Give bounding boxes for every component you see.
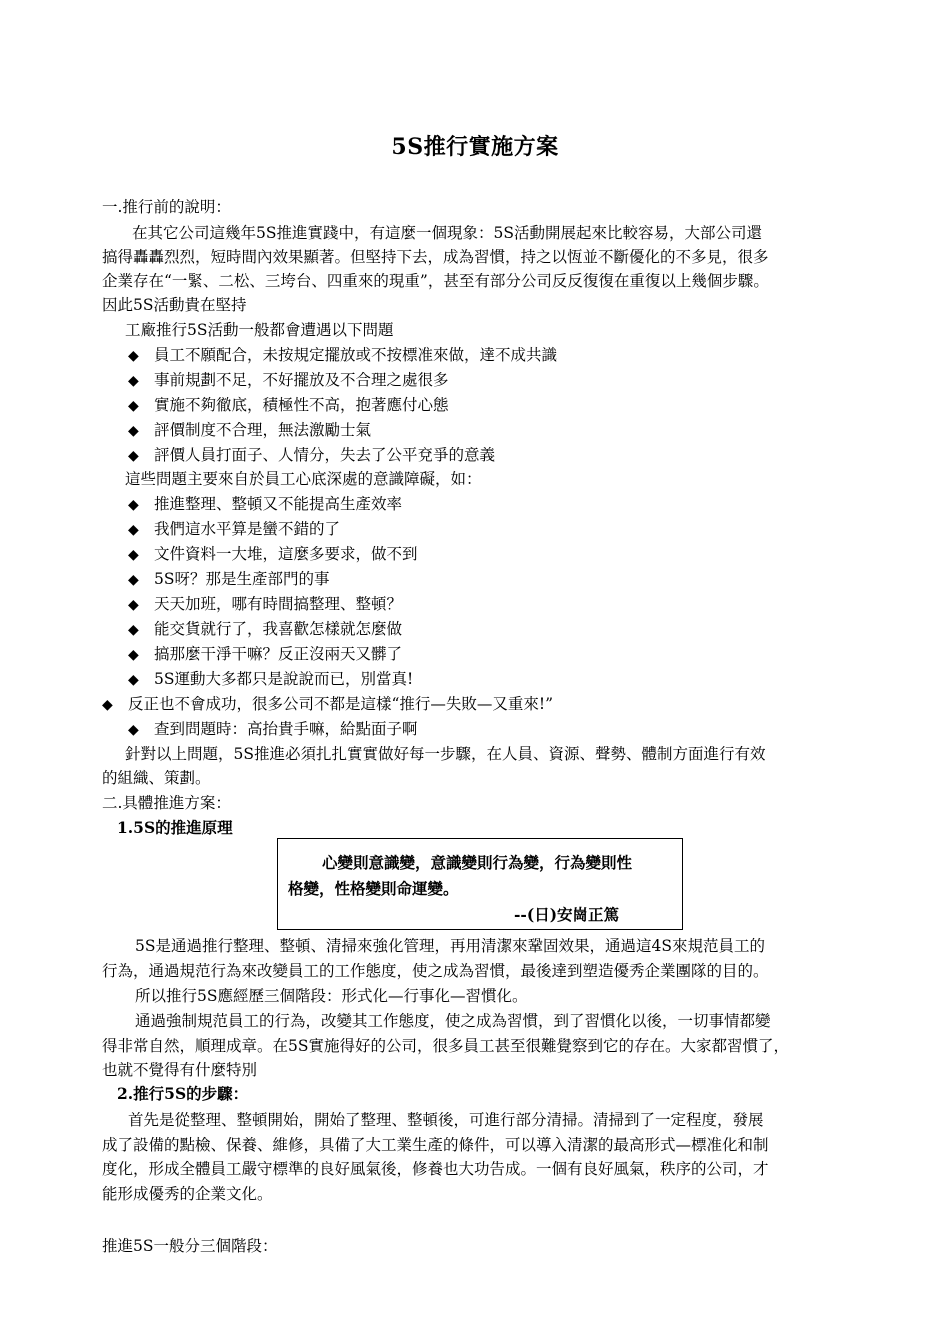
paragraph-line: 能形成優秀的企業文化。 — [102, 1185, 273, 1203]
diamond-bullet-icon: ◆ — [128, 622, 139, 638]
diamond-bullet-icon: ◆ — [102, 697, 113, 713]
paragraph-line: 首先是從整理、整頓開始，開始了整理、整頓後，可進行部分清掃。清掃到了一定程度，發展 — [128, 1111, 764, 1129]
paragraph-line: 的組織、策劃。 — [102, 769, 211, 787]
paragraph-line: 企業存在“一緊、二松、三垮台、四重來的現重”，甚至有部分公司反反復復在重復以上幾個步驟。 — [102, 272, 769, 290]
diamond-bullet-icon: ◆ — [128, 647, 139, 663]
list-item: ◆ 5S運動大多都只是說說而已，別當真! — [128, 670, 414, 688]
list-item: ◆ 推進整理、整頓又不能提高生產效率 — [128, 495, 403, 513]
paragraph-line: 行為，通過規范行為來改變員工的工作態度，使之成為習慣，最後達到塑造優秀企業團隊的目的。 — [102, 962, 769, 980]
diamond-bullet-icon: ◆ — [128, 547, 139, 563]
diamond-bullet-icon: ◆ — [128, 423, 139, 439]
list-item: ◆ 能交貨就行了，我喜歡怎樣就怎麼做 — [128, 620, 403, 638]
quote-line: 心變則意識變，意識變則行為變，行為變則性 — [322, 853, 633, 872]
quote-attribution: --(日)安崗正篤 — [514, 905, 620, 924]
paragraph-line: 也就不覺得有什麼特別 — [102, 1061, 258, 1079]
subheading-principle: 1.5S的推進原理 — [117, 818, 233, 837]
paragraph-line: 得非常自然，順理成章。在5S實施得好的公司，很多員工甚至很難覺察到它的存在。大家都習慣了， — [102, 1037, 789, 1055]
list-item: ◆ 查到問題時：高抬貴手嘛，給點面子啊 — [128, 720, 418, 738]
paragraph-line: 推進5S一般分三個階段： — [102, 1237, 278, 1255]
list-item: ◆ 搞那麼干淨干嘛？反正沒兩天又髒了 — [128, 645, 403, 663]
list-item: ◆ 事前規劃不足，不好擺放及不合理之處很多 — [128, 371, 449, 389]
diamond-bullet-icon: ◆ — [128, 348, 139, 364]
diamond-bullet-icon: ◆ — [128, 572, 139, 588]
paragraph-line: 通過強制規范員工的行為，改變其工作態度，使之成為習慣，到了習慣化以後，一切事情都變 — [135, 1012, 771, 1030]
diamond-bullet-icon: ◆ — [128, 722, 139, 738]
subheading-steps: 2.推行5S的步驟： — [117, 1084, 249, 1103]
problems-intro: 工廠推行5S活動一般都會遭遇以下問題 — [125, 321, 394, 339]
section1-heading: 一.推行前的說明： — [102, 198, 231, 216]
list-item: ◆ 我們這水平算是蠻不錯的了 — [128, 520, 341, 538]
list-item: ◆ 實施不夠徹底，積極性不高，抱著應付心態 — [128, 396, 449, 414]
diamond-bullet-icon: ◆ — [128, 597, 139, 613]
section2-heading: 二.具體推進方案： — [102, 794, 231, 812]
paragraph-line: 成了設備的點檢、保養、維修，具備了大工業生產的條件，可以導入清潔的最高形式—標准化和制 — [102, 1136, 769, 1154]
paragraph-line: 因此5S活動貴在堅持 — [102, 296, 247, 314]
list-item: ◆ 5S呀？那是生產部門的事 — [128, 570, 330, 588]
obstacles-intro: 這些問題主要來自於員工心底深處的意識障礙，如： — [125, 470, 482, 488]
paragraph-line: 度化，形成全體員工嚴守標準的良好風氣後，修養也大功告成。一個有良好風氣，秩序的公司，才 — [102, 1160, 769, 1178]
diamond-bullet-icon: ◆ — [128, 448, 139, 464]
paragraph-line: 針對以上問題，5S推進必須扎扎實實做好每一步驟，在人員、資源、聲勢、體制方面進行有效 — [125, 745, 766, 763]
diamond-bullet-icon: ◆ — [128, 522, 139, 538]
list-item: ◆ 評價制度不合理，無法激勵士氣 — [128, 421, 372, 439]
list-item: ◆ 員工不願配合，未按規定擺放或不按標准來做，達不成共識 — [128, 346, 558, 364]
list-item: ◆ 評價人員打面子、人情分，失去了公平兗爭的意義 — [128, 446, 496, 464]
paragraph-line: 在其它公司這幾年5S推進實踐中，有這麼一個現象：5S活動開展起來比較容易，大部公司還 — [132, 224, 762, 242]
document-title: 5S推行實施方案 — [391, 134, 559, 160]
list-item: ◆ 文件資料一大堆，這麼多要求，做不到 — [128, 545, 418, 563]
paragraph-line: 5S是通過推行整理、整頓、清掃來強化管理，再用清潔來鞏固效果，通過這4S來規范員工的 — [135, 937, 765, 955]
list-item: ◆ 天天加班，哪有時間搞整理、整頓？ — [128, 595, 403, 613]
diamond-bullet-icon: ◆ — [128, 373, 139, 389]
diamond-bullet-icon: ◆ — [128, 398, 139, 414]
paragraph-line: 搞得轟轟烈烈，短時間內效果顯著。但堅持下去，成為習慣，持之以恆並不斷優化的不多見，很多 — [102, 248, 769, 266]
diamond-bullet-icon: ◆ — [128, 497, 139, 513]
list-item: ◆ 反正也不會成功，很多公司不都是這樣“推行—失敗—又重來!” — [102, 695, 554, 713]
paragraph-line: 所以推行5S應經歷三個階段：形式化—行事化—習慣化。 — [135, 987, 528, 1005]
quote-line: 格變，性格變則命運變。 — [288, 879, 459, 898]
quote-box — [277, 838, 683, 930]
diamond-bullet-icon: ◆ — [128, 672, 139, 688]
